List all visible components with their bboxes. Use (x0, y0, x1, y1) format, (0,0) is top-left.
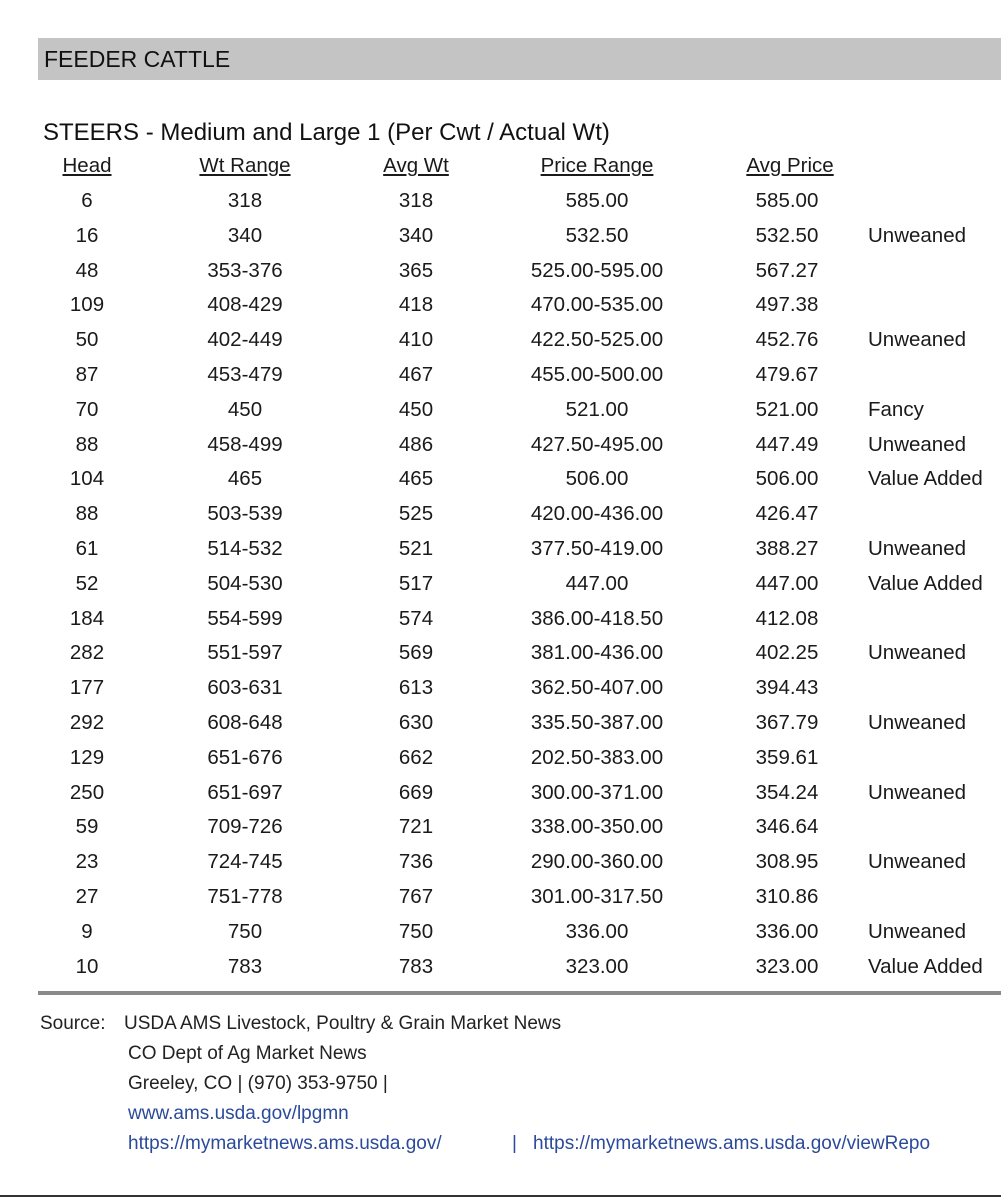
cell-wt-range: 608-648 (207, 711, 283, 734)
cell-avg-price: 402.25 (755, 641, 819, 665)
cell-head: 10 (75, 954, 99, 978)
cell-head: 88 (75, 502, 99, 526)
page-bottom-line (0, 1195, 1001, 1197)
cell-head: 59 (75, 815, 99, 839)
cell-avg-wt: 736 (398, 850, 434, 874)
cell-price-range: 525.00-595.00 (530, 258, 664, 282)
source-link-view-report[interactable]: https://mymarketnews.ams.usda.gov/viewRepo (533, 1133, 931, 1154)
cell-note: Value Added (868, 571, 983, 595)
cell-avg-price: 497.38 (755, 293, 819, 317)
cell-note: Unweaned (868, 432, 967, 456)
cell-wt-range: 465 (227, 467, 263, 491)
cell-avg-wt: 467 (398, 363, 434, 386)
cell-avg-wt: 418 (398, 293, 434, 317)
cell-wt-range: 458-499 (207, 432, 283, 456)
cell-avg-price: 412.08 (755, 606, 819, 630)
cell-price-range: 338.00-350.00 (530, 815, 664, 839)
cell-price-range: 362.50-407.00 (530, 676, 664, 700)
cell-wt-range: 709-726 (207, 815, 283, 839)
cell-avg-wt: 750 (398, 919, 434, 943)
cell-head: 129 (69, 745, 105, 769)
cell-head: 61 (75, 537, 99, 560)
cell-avg-wt: 569 (398, 641, 434, 665)
cell-avg-wt: 525 (398, 502, 434, 526)
cell-head: 109 (69, 293, 105, 317)
cell-avg-price: 567.27 (755, 258, 819, 282)
cell-price-range: 335.50-387.00 (530, 711, 664, 734)
cell-price-range: 470.00-535.00 (530, 293, 664, 317)
cell-avg-wt: 669 (398, 780, 434, 804)
cell-avg-price: 310.86 (755, 885, 819, 908)
cell-avg-price: 308.95 (755, 850, 819, 874)
cell-price-range: 386.00-418.50 (530, 606, 664, 630)
cell-avg-price: 521.00 (755, 397, 819, 421)
cell-avg-wt: 574 (398, 606, 434, 630)
cell-note: Value Added (868, 954, 983, 978)
cell-price-range: 521.00 (565, 397, 629, 421)
cell-head: 6 (81, 189, 93, 212)
cell-avg-wt: 783 (398, 954, 434, 978)
cell-price-range: 381.00-436.00 (530, 641, 664, 665)
cell-head: 52 (75, 571, 99, 595)
cell-avg-wt: 365 (398, 258, 434, 282)
cell-head: 50 (75, 328, 99, 352)
cell-wt-range: 318 (227, 189, 263, 212)
source-link-lpgmn[interactable]: www.ams.usda.gov/lpgmn (128, 1103, 349, 1124)
cell-wt-range: 724-745 (207, 850, 283, 874)
cell-price-range: 447.00 (565, 571, 629, 595)
cell-head: 23 (75, 850, 99, 874)
source-line-3: Greeley, CO | (970) 353-9750 | (128, 1073, 388, 1094)
cell-wt-range: 651-697 (207, 780, 283, 804)
cell-wt-range: 750 (227, 919, 263, 943)
cell-avg-wt: 340 (398, 223, 434, 247)
cell-avg-price: 336.00 (755, 919, 819, 943)
cell-avg-price: 354.24 (755, 780, 819, 804)
cell-price-range: 202.50-383.00 (530, 745, 664, 769)
cell-avg-price: 367.79 (755, 711, 819, 734)
column-header-head: Head (62, 154, 112, 177)
cell-wt-range: 551-597 (207, 641, 283, 665)
cell-wt-range: 603-631 (207, 676, 283, 700)
cell-wt-range: 751-778 (207, 885, 283, 908)
cell-avg-wt: 630 (398, 711, 434, 734)
cell-price-range: 290.00-360.00 (530, 850, 664, 874)
cell-avg-wt: 410 (398, 328, 434, 352)
section-header: FEEDER CATTLE (38, 38, 1001, 80)
cell-wt-range: 408-429 (207, 293, 283, 317)
cell-avg-wt: 486 (398, 432, 434, 456)
cell-avg-wt: 521 (398, 537, 434, 560)
cell-price-range: 323.00 (565, 954, 629, 978)
cell-avg-price: 479.67 (755, 363, 819, 386)
cell-wt-range: 353-376 (207, 258, 283, 282)
cell-note: Unweaned (868, 919, 967, 943)
source-line-1: USDA AMS Livestock, Poultry & Grain Market News (124, 1013, 562, 1034)
cell-note: Unweaned (868, 641, 967, 665)
cell-head: 282 (69, 641, 105, 665)
cell-avg-price: 447.49 (755, 432, 819, 456)
cell-avg-price: 532.50 (755, 223, 819, 247)
table-subtitle: STEERS - Medium and Large 1 (Per Cwt / Actual Wt) (43, 119, 610, 146)
cell-head: 104 (69, 467, 105, 491)
cell-avg-price: 323.00 (755, 954, 819, 978)
cell-head: 70 (75, 397, 99, 421)
column-header-wt-range: Wt Range (199, 154, 291, 177)
cell-wt-range: 453-479 (207, 363, 283, 386)
cell-avg-wt: 613 (398, 676, 434, 700)
cell-price-range: 336.00 (565, 919, 629, 943)
cell-price-range: 301.00-317.50 (530, 885, 664, 908)
cell-price-range: 377.50-419.00 (530, 537, 664, 560)
cell-avg-price: 359.61 (755, 745, 819, 769)
cell-avg-wt: 662 (398, 745, 434, 769)
source-link-separator: | (512, 1133, 517, 1154)
cell-price-range: 422.50-525.00 (530, 328, 664, 352)
cell-price-range: 300.00-371.00 (530, 780, 664, 804)
cell-avg-wt: 450 (398, 397, 434, 421)
cell-wt-range: 783 (227, 954, 263, 978)
cell-note: Unweaned (868, 537, 967, 560)
source-line-2: CO Dept of Ag Market News (128, 1043, 367, 1064)
cell-avg-price: 506.00 (755, 467, 819, 491)
cell-avg-wt: 517 (398, 571, 434, 595)
cell-price-range: 532.50 (565, 223, 629, 247)
cell-wt-range: 651-676 (207, 745, 283, 769)
cell-wt-range: 514-532 (207, 537, 283, 560)
cell-price-range: 455.00-500.00 (530, 363, 664, 386)
cell-wt-range: 340 (227, 223, 263, 247)
cell-avg-price: 452.76 (755, 328, 819, 352)
cell-head: 292 (69, 711, 105, 734)
cell-wt-range: 450 (227, 397, 263, 421)
cell-note: Unweaned (868, 711, 967, 734)
cell-wt-range: 554-599 (207, 606, 283, 630)
source-label: Source: (40, 1013, 106, 1034)
cell-avg-price: 585.00 (755, 189, 819, 212)
cell-head: 16 (75, 223, 99, 247)
cell-note: Unweaned (868, 850, 967, 874)
cell-wt-range: 503-539 (207, 502, 283, 526)
cell-note: Unweaned (868, 223, 967, 247)
cell-avg-wt: 767 (398, 885, 434, 908)
cell-avg-wt: 721 (398, 815, 434, 839)
cell-price-range: 506.00 (565, 467, 629, 491)
cell-head: 177 (69, 676, 105, 700)
source-link-mymarketnews[interactable]: https://mymarketnews.ams.usda.gov/ (128, 1133, 442, 1154)
cell-wt-range: 402-449 (207, 328, 283, 352)
column-header-price-range: Price Range (540, 154, 654, 177)
column-header-avg-wt: Avg Wt (383, 154, 449, 177)
column-header-avg-price: Avg Price (746, 154, 834, 177)
cell-avg-price: 346.64 (755, 815, 819, 839)
cell-note: Fancy (868, 397, 924, 421)
cell-head: 9 (81, 919, 93, 943)
cell-avg-wt: 318 (398, 189, 434, 212)
cell-note: Unweaned (868, 780, 967, 804)
cell-avg-price: 388.27 (755, 537, 819, 560)
cell-avg-price: 426.47 (755, 502, 819, 526)
cell-head: 88 (75, 432, 99, 456)
cell-head: 184 (69, 606, 105, 630)
cell-avg-price: 447.00 (755, 571, 819, 595)
table-divider (38, 991, 1001, 995)
cell-avg-wt: 465 (398, 467, 434, 491)
cell-note: Value Added (868, 467, 983, 491)
cell-head: 48 (75, 258, 99, 282)
cell-head: 87 (75, 363, 99, 386)
cell-note: Unweaned (868, 328, 967, 352)
cell-head: 250 (69, 780, 105, 804)
cell-head: 27 (75, 885, 99, 908)
cell-price-range: 427.50-495.00 (530, 432, 664, 456)
cell-avg-price: 394.43 (755, 676, 819, 700)
cell-wt-range: 504-530 (207, 571, 283, 595)
cell-price-range: 585.00 (565, 189, 629, 212)
cell-price-range: 420.00-436.00 (530, 502, 664, 526)
